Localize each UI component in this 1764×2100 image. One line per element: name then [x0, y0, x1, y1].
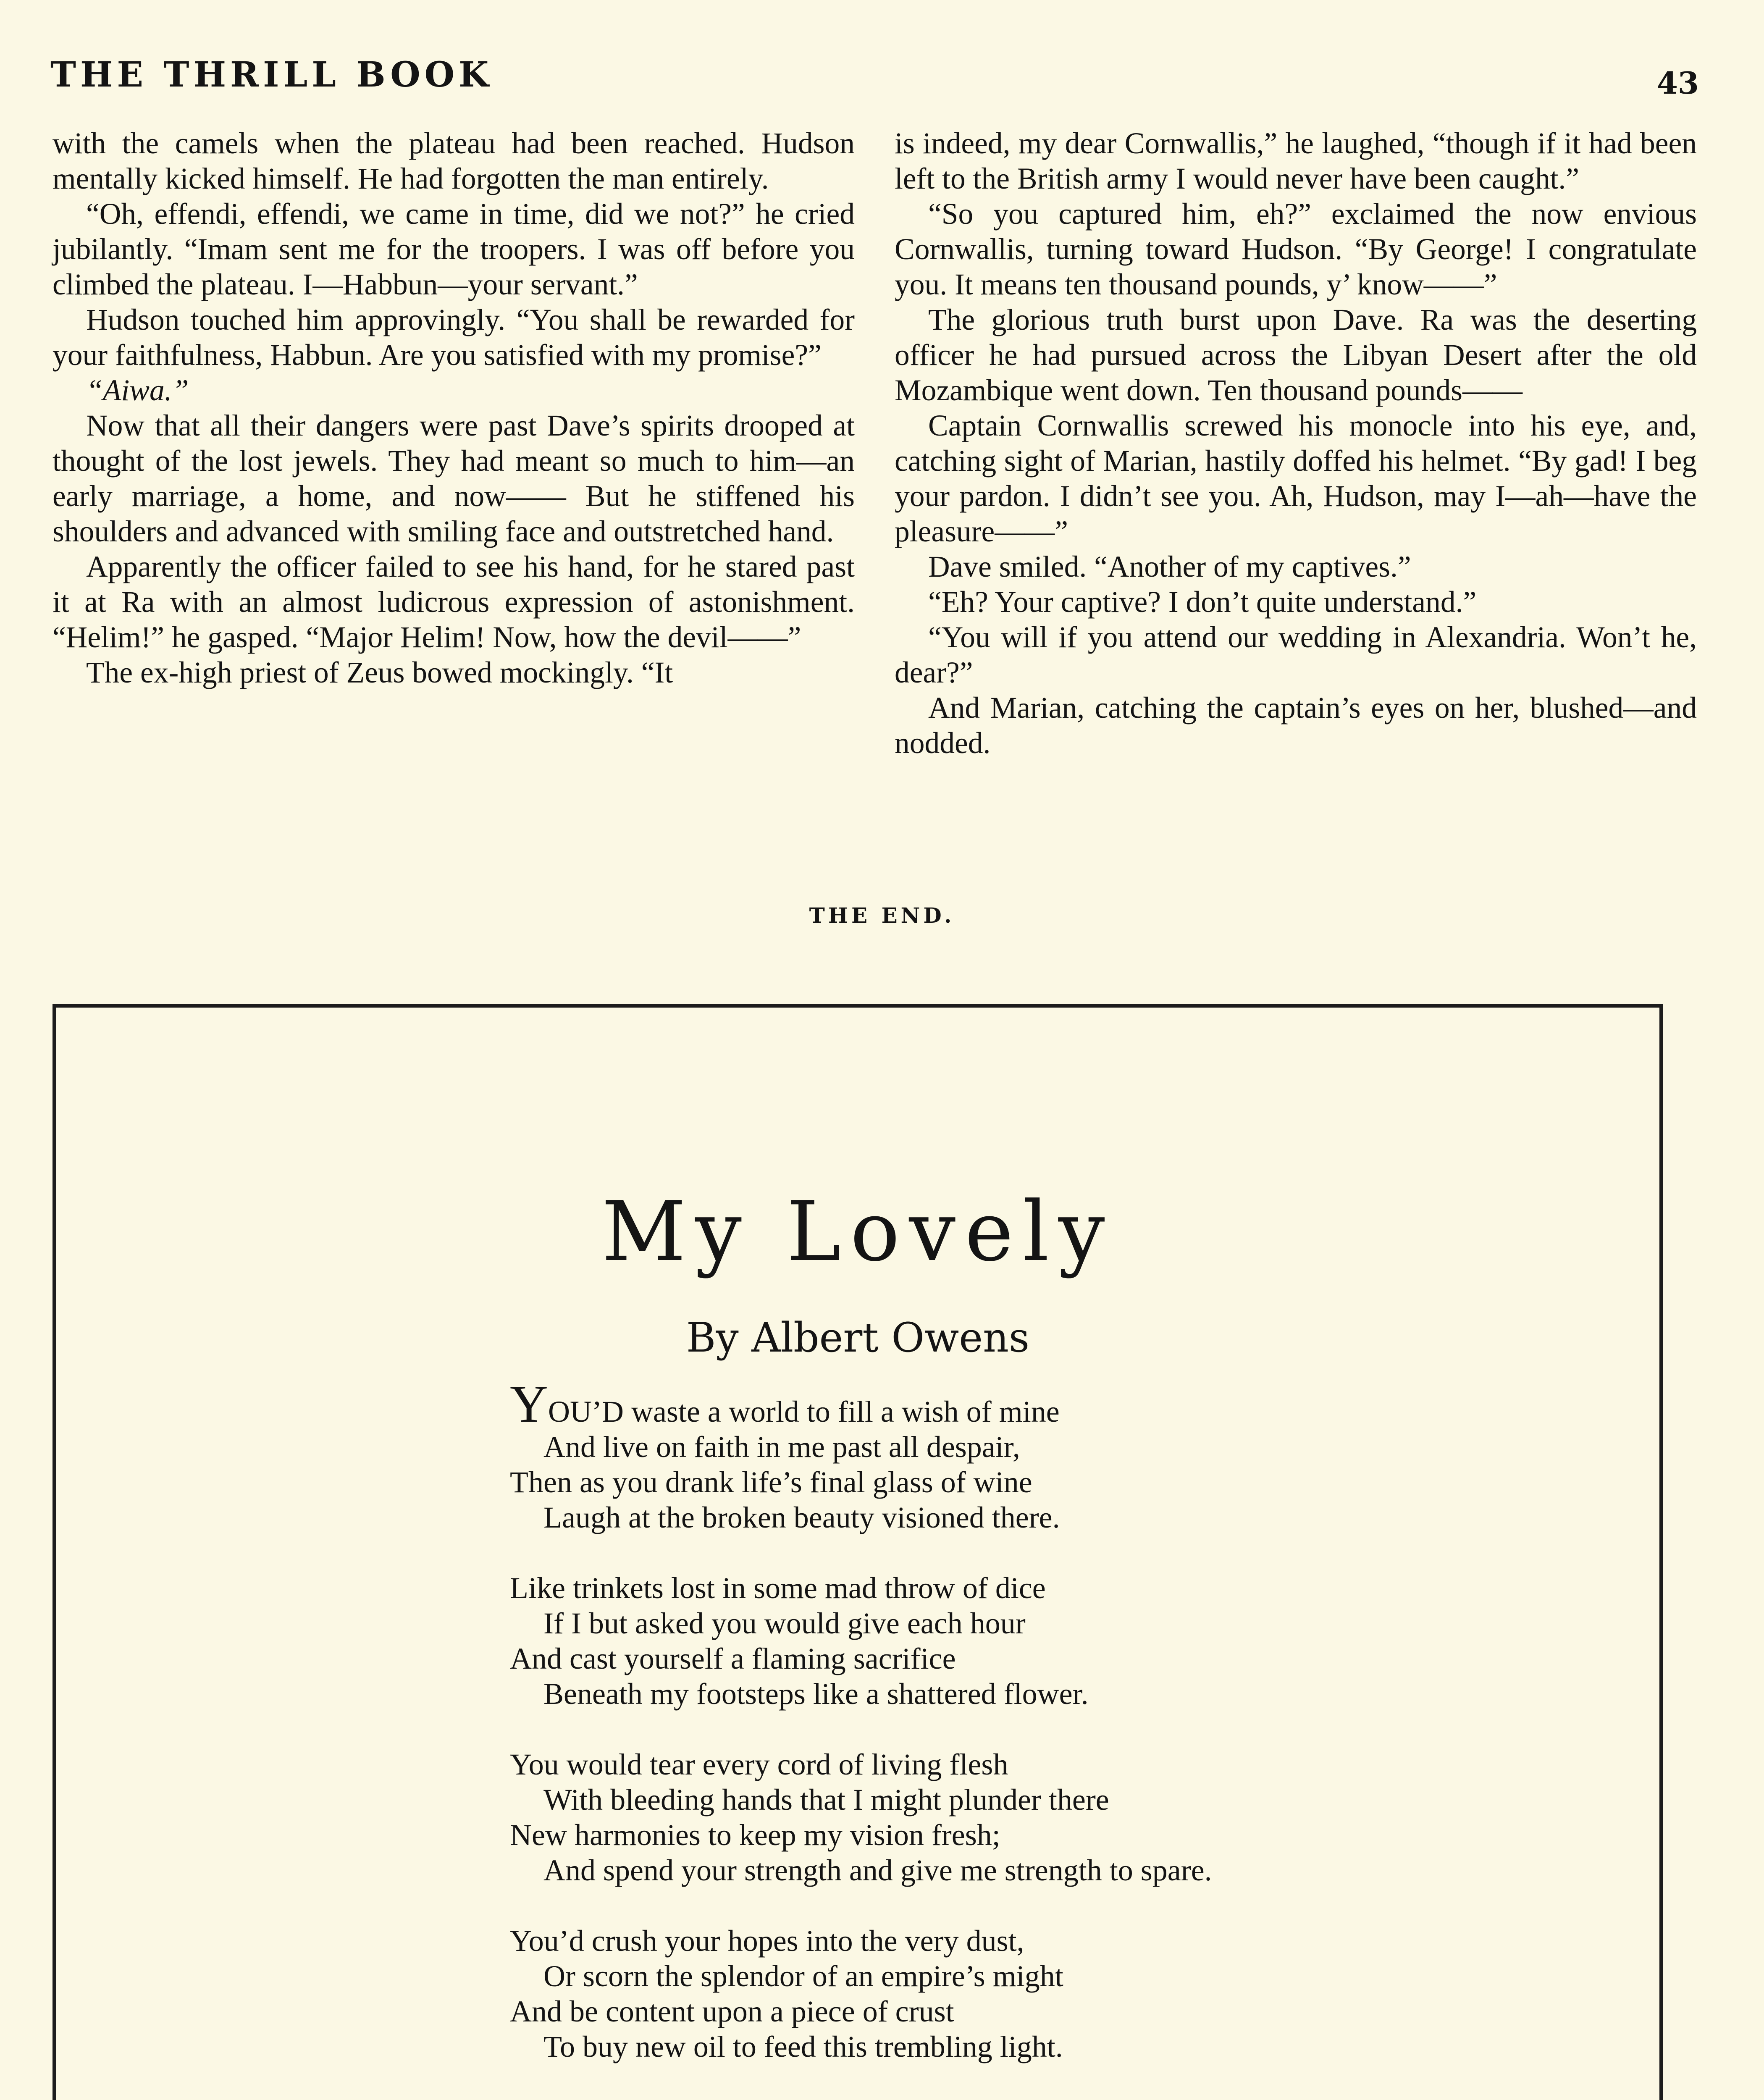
story-column-right [895, 126, 1697, 761]
story-left-paragraph: The ex-high priest of Zeus bowed mockingly. “It [86, 656, 673, 689]
poem-line: To buy new oil to feed this trembling light. [543, 2030, 1063, 2063]
poem-line: You would tear every cord of living flesh [510, 1748, 1008, 1781]
poem-line: You’d crush your hopes into the very dust, [510, 1924, 1024, 1958]
poem-line: Laugh at the broken beauty visioned there. [543, 1501, 1060, 1534]
poem-line: And spend your strength and give me strength to spare. [543, 1853, 1212, 1887]
story-right-paragraph: “You will if you attend our wedding in Alexandria. Won’t he, dear?” [895, 621, 1697, 689]
story-column-left [52, 126, 855, 690]
poem-line: Or scorn the splendor of an empire’s might [543, 1959, 1063, 1993]
poem-body [510, 1375, 1602, 2100]
poem-line: Beneath my footsteps like a shattered flower. [543, 1677, 1089, 1711]
the-end-marker: THE END. [809, 903, 955, 928]
poem-dropcap: Y [510, 1375, 548, 1433]
story-left-paragraph: Hudson touched him approvingly. “You shall be rewarded for your faithfulness, Habbun. Are you satisfied with my promise?” [52, 303, 855, 372]
story-right-paragraph: The glorious truth burst upon Dave. Ra was the deserting officer he had pursued across the Libyan Desert after the old Mozambique went down. Ten thousand pounds—— [895, 303, 1697, 407]
story-left-paragraph: “Oh, effendi, effendi, we came in time, did we not?” he cried jubilantly. “Imam sent me for the troopers. I was off before you climbed the plateau. I—Habbun—your servant.” [52, 197, 855, 301]
poem-line: New harmonies to keep my vision fresh; [510, 1818, 1000, 1852]
poem-stanza [510, 1747, 1602, 1888]
story-right-paragraph: And Marian, catching the captain’s eyes on her, blushed—and nodded. [895, 691, 1697, 760]
poem-line: And live on faith in me past all despair, [543, 1430, 1020, 1464]
story-right-paragraph: is indeed, my dear Cornwallis,” he laughed, “though if it had been left to the British army I would never have been caught.” [895, 127, 1697, 195]
running-head: THE THRILL BOOK [50, 55, 493, 95]
story-left-paragraph: Apparently the officer failed to see his hand, for he stared past it at Ra with an almost ludicrous expression of astonishment. “Helim!” he gasped. “Major Helim! Now, how the devil——” [52, 550, 855, 654]
story-right-paragraph: “Eh? Your captive? I don’t quite understand.” [928, 585, 1477, 619]
poem-line: And cast yourself a flaming sacrifice [510, 1642, 956, 1675]
poem-line: And be content upon a piece of crust [510, 1995, 954, 2028]
poem-line [510, 1375, 1602, 1433]
story-right-paragraph: Dave smiled. “Another of my captives.” [928, 550, 1411, 583]
poem-line: With bleeding hands that I might plunder there [543, 1783, 1109, 1816]
story-right-paragraph: “So you captured him, eh?” exclaimed the now envious Cornwallis, turning toward Hudson. “By George! I congratulate you. It means ten thousand pounds, y’ know——” [895, 197, 1697, 301]
page-number: 43 [1656, 65, 1699, 101]
poem-line-text: OU’D waste a world to fill a wish of mine [548, 1395, 1060, 1428]
poem-line: If I but asked you would give each hour [543, 1606, 1026, 1640]
poem-author: By Albert Owens [686, 1314, 1030, 1361]
poem-stanza [510, 1375, 1602, 1535]
poem-title: My Lovely [601, 1184, 1114, 1280]
story-left-paragraph: with the camels when the plateau had been reached. Hudson mentally kicked himself. He had forgotten the man entirely. [52, 127, 855, 195]
story-right-paragraph: Captain Cornwallis screwed his monocle into his eye, and, catching sight of Marian, hastily doffed his helmet. “By gad! I beg your pardon. I didn’t see you. Ah, Hudson, may I—ah—have the pleasure——” [895, 409, 1697, 548]
poem-stanza [510, 1923, 1602, 2064]
poem-line: Like trinkets lost in some mad throw of dice [510, 1571, 1046, 1605]
poem-box [52, 1004, 1663, 2100]
poem-stanza [510, 1570, 1602, 1712]
story-left-paragraph: “Aiwa.” [86, 374, 189, 407]
poem-line: Then as you drank life’s final glass of wine [510, 1465, 1032, 1499]
story-left-paragraph: Now that all their dangers were past Dave’s spirits drooped at thought of the lost jewels. They had meant so much to him—an early marriage, a home, and now—— But he stiffened his shoulders and advanced with smiling face and outstretched hand. [52, 409, 855, 548]
